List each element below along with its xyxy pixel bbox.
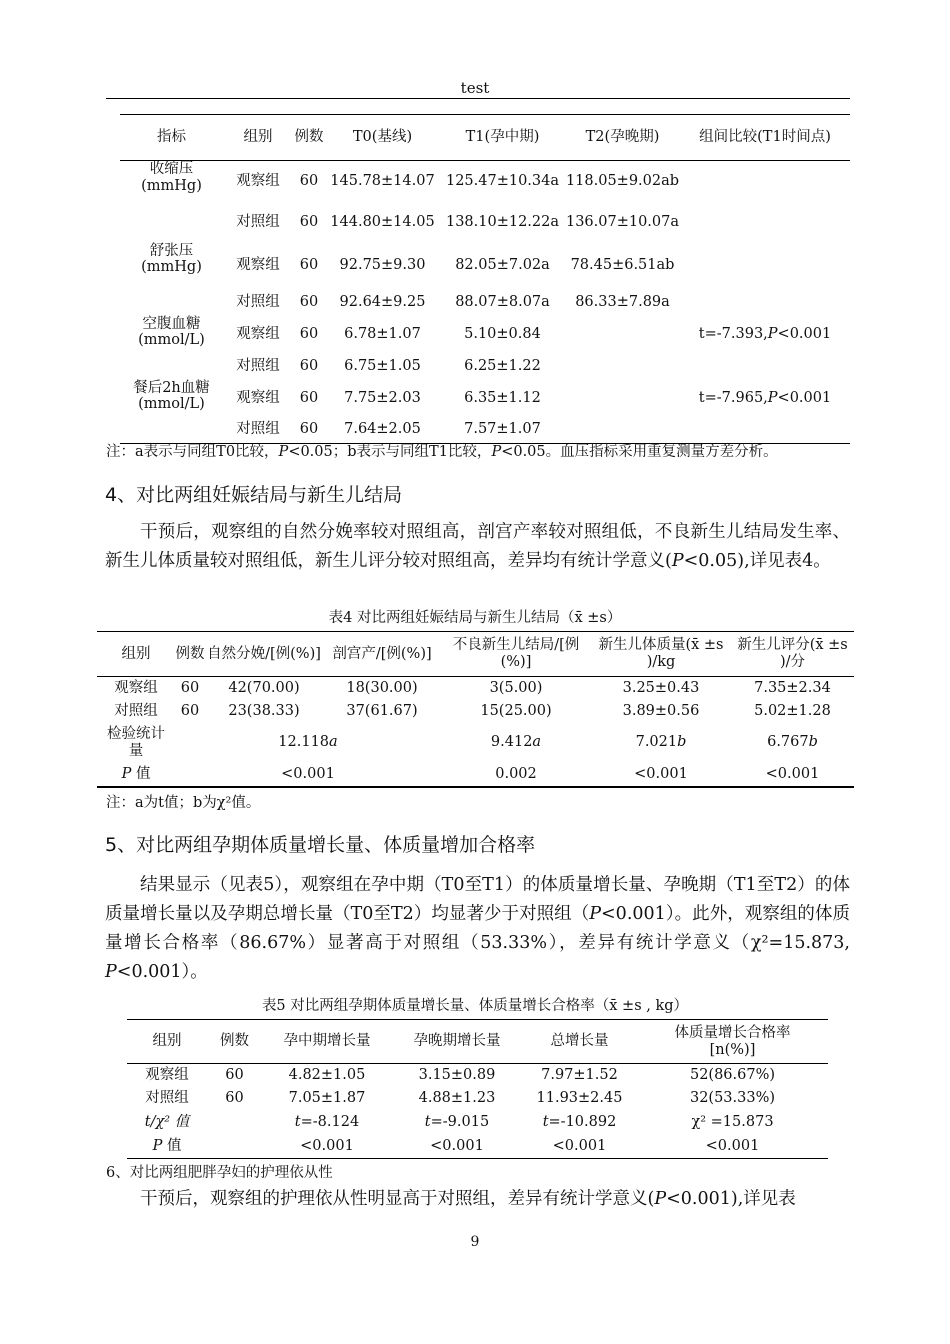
cell: t=-7.393,P<0.001: [698, 325, 832, 342]
cell: 0.002: [495, 765, 537, 782]
cell: 7.05±1.87: [288, 1089, 366, 1106]
cell: <0.001: [300, 1137, 354, 1154]
cell: [680, 161, 850, 202]
cell: 对照组: [114, 702, 158, 719]
cell: <0.001: [552, 1137, 607, 1154]
table-5-caption: 表5 对比两组孕期体质量增长量、体质量增长合格率（x̄ ±s , kg）: [261, 998, 689, 1014]
cell: 7.97±1.52: [541, 1066, 618, 1083]
cell: [680, 243, 850, 289]
table-row: [120, 289, 850, 316]
col-header: 组别: [97, 632, 175, 677]
section-6-paragraph: 干预后，观察组的护理依从性明显高于对照组，差异有统计学意义(P<0.001),详见表: [140, 1189, 796, 1209]
cell: 60: [180, 702, 200, 719]
table-row: [97, 677, 854, 700]
col-header: 剖宫产/[例(%)]: [323, 632, 441, 677]
cell: 7.75±2.03: [344, 389, 421, 406]
section-4-paragraph: 干预后，观察组的自然分娩率较对照组高，剖宫产率较对照组低，不良新生儿结局发生率、新生儿体质量较对照组低，新生儿评分较对照组高，差异均有统计学意义(P<0.05),详见表4。: [105, 522, 850, 571]
cell: 86.33±7.89a: [575, 293, 670, 310]
cell: 37(61.67): [346, 702, 418, 719]
cell: 60: [225, 1089, 244, 1106]
cell: 60: [299, 257, 319, 274]
cell: 对照组: [145, 1089, 189, 1106]
cell: 144.80±14.05: [330, 213, 435, 230]
cell: 收缩压(mmHg): [141, 161, 202, 194]
cell: 观察组: [236, 325, 280, 342]
cell: [680, 289, 850, 316]
cell: 6.767b: [767, 734, 818, 751]
col-header: 新生儿评分(x̄ ±s )/分: [731, 632, 854, 677]
cell: 118.05±9.02ab: [565, 172, 680, 189]
cell: 60: [299, 357, 319, 374]
cell: 60: [299, 293, 319, 310]
cell: 92.64±9.25: [339, 293, 426, 310]
cell: 60: [225, 1066, 244, 1083]
table-row: [97, 723, 854, 763]
cell: 3.89±0.56: [622, 702, 700, 719]
cell: 60: [180, 679, 200, 696]
col-header: 例数: [175, 632, 205, 677]
header-rule: [106, 98, 850, 99]
table-4: [97, 631, 854, 788]
cell: 42(70.00): [228, 679, 300, 696]
cell: 3.25±0.43: [622, 679, 700, 696]
cell: 6.75±1.05: [344, 357, 421, 374]
col-header: 例数: [207, 1020, 262, 1064]
cell: 52(86.67%): [689, 1066, 776, 1083]
table-row: [97, 763, 854, 787]
cell: 观察组: [145, 1066, 189, 1083]
col-header: 体质量增长合格率[n(%)]: [637, 1020, 828, 1064]
col-header: 组别: [223, 115, 293, 161]
cell: 观察组: [236, 172, 280, 189]
cell: t=-10.892: [542, 1113, 617, 1130]
cell: 舒张压(mmHg): [141, 242, 202, 276]
cell: 观察组: [236, 257, 280, 274]
page-number: 9: [470, 1234, 480, 1250]
cell: 观察组: [236, 389, 280, 406]
cell: [120, 289, 223, 316]
col-header: T1(孕中期): [440, 115, 565, 161]
table-row: [127, 1135, 828, 1159]
table-row: [120, 202, 850, 243]
running-header: test: [460, 79, 490, 97]
col-header: T0(基线): [325, 115, 440, 161]
cell: 5.02±1.28: [754, 702, 831, 719]
table-4-caption: 表4 对比两组妊娠结局与新生儿结局（x̄ ±s）: [328, 610, 622, 626]
cell: <0.001: [281, 765, 335, 782]
cell: [680, 202, 850, 243]
col-header: 组别: [127, 1020, 207, 1064]
cell: 78.45±6.51ab: [570, 257, 675, 274]
cell: χ² =15.873: [691, 1113, 774, 1130]
section-4-heading: 4、对比两组妊娠结局与新生儿结局: [105, 484, 403, 506]
col-header: 孕中期增长量: [262, 1020, 392, 1064]
cell: 5.10±0.84: [464, 325, 541, 342]
cell: t/χ² 值: [144, 1113, 190, 1130]
cell: 4.82±1.05: [288, 1066, 366, 1083]
cell: 空腹血糖(mmol/L): [138, 315, 205, 349]
cell: 60: [299, 172, 319, 189]
cell: 7.021b: [635, 734, 687, 751]
cell: 餐后2h血糖(mmol/L): [133, 379, 210, 413]
cell: 对照组: [236, 213, 280, 230]
cell: [565, 316, 680, 353]
cell: 7.64±2.05: [344, 421, 421, 438]
cell: P 值: [121, 765, 151, 782]
cell: 4.88±1.23: [418, 1089, 496, 1106]
cell: 136.07±10.07a: [565, 213, 680, 230]
cell: 对照组: [236, 293, 280, 310]
section-6-heading: 6、对比两组肥胖孕妇的护理依从性: [106, 1165, 333, 1181]
col-header: 不良新生儿结局/[例(%)]: [441, 632, 591, 677]
cell: 6.25±1.22: [464, 357, 541, 374]
table-5: [127, 1019, 828, 1159]
cell: 60: [299, 213, 319, 230]
table-row: [120, 380, 850, 417]
col-header: 新生儿体质量(x̄ ±s )/kg: [591, 632, 731, 677]
table-3: [120, 114, 850, 444]
cell: 60: [299, 389, 319, 406]
col-header: 孕晚期增长量: [392, 1020, 522, 1064]
cell: <0.001: [765, 765, 820, 782]
cell: [120, 353, 223, 380]
cell: 60: [299, 325, 319, 342]
cell: 138.10±12.22a: [445, 213, 560, 230]
col-header: T2(孕晚期): [565, 115, 680, 161]
cell: 3.15±0.89: [418, 1066, 496, 1083]
cell: 7.57±1.07: [464, 421, 541, 438]
cell: 32(53.33%): [689, 1089, 776, 1106]
table-3-note: 注：a表示与同组T0比较，P<0.05；b表示与同组T1比较，P<0.05。血压指标采用重复测量方差分析。: [106, 444, 778, 460]
cell: 对照组: [236, 421, 280, 438]
cell: 88.07±8.07a: [455, 293, 550, 310]
section-5-heading: 5、对比两组孕期体质量增长量、体质量增加合格率: [105, 834, 536, 856]
cell: 7.35±2.34: [754, 679, 831, 696]
section-5-paragraph: 结果显示（见表5），观察组在孕中期（T0至T1）的体质量增长量、孕晚期（T1至T2）的体质量增长量以及孕期总增长量（T0至T2）均显著少于对照组（P<0.001）。此外，观察组的体质量增长合格率（86.67%）显著高于对照组（53.33%），差异有统计学意义（χ²=15.873, P<0.001）。: [105, 875, 850, 982]
cell: t=-9.015: [424, 1113, 490, 1130]
cell: 对照组: [236, 357, 280, 374]
cell: 3(5.00): [489, 679, 543, 696]
cell: 23(38.33): [228, 702, 300, 719]
cell: 145.78±14.07: [330, 172, 435, 189]
cell: [207, 1110, 262, 1135]
cell: [565, 353, 680, 380]
table-row: [120, 316, 850, 353]
table-row: [120, 243, 850, 289]
col-header: 自然分娩/[例(%)]: [205, 632, 323, 677]
cell: [565, 380, 680, 417]
cell: 检验统计量: [107, 725, 165, 759]
cell: 11.93±2.45: [536, 1089, 623, 1106]
cell: <0.001: [430, 1137, 484, 1154]
table-row: [97, 700, 854, 723]
col-header: 组间比较(T1时间点): [680, 115, 850, 161]
cell: 92.75±9.30: [339, 257, 426, 274]
cell: 15(25.00): [480, 702, 552, 719]
cell: 12.118a: [278, 734, 338, 751]
col-header: 例数: [293, 115, 325, 161]
cell: 9.412a: [490, 734, 542, 751]
table-row: [127, 1064, 828, 1087]
cell: P 值: [152, 1137, 182, 1154]
cell: [120, 202, 223, 243]
cell: [207, 1135, 262, 1159]
cell: 18(30.00): [346, 679, 418, 696]
col-header: 总增长量: [522, 1020, 637, 1064]
cell: t=-7.965,P<0.001: [698, 389, 832, 406]
cell: <0.001: [634, 765, 688, 782]
col-header: 指标: [120, 115, 223, 161]
cell: 82.05±7.02a: [455, 257, 550, 274]
table-row: [120, 161, 850, 202]
cell: 6.78±1.07: [344, 325, 421, 342]
table-row: [127, 1110, 828, 1135]
table-row: [120, 353, 850, 380]
cell: 125.47±10.34a: [445, 172, 560, 189]
cell: 观察组: [114, 679, 158, 696]
cell: 60: [299, 421, 319, 438]
cell: t=-8.124: [294, 1113, 360, 1130]
table-4-note: 注：a为t值；b为χ²值。: [106, 795, 261, 811]
cell: <0.001: [705, 1137, 760, 1154]
table-row: [127, 1087, 828, 1110]
cell: [680, 353, 850, 380]
cell: 6.35±1.12: [464, 389, 541, 406]
